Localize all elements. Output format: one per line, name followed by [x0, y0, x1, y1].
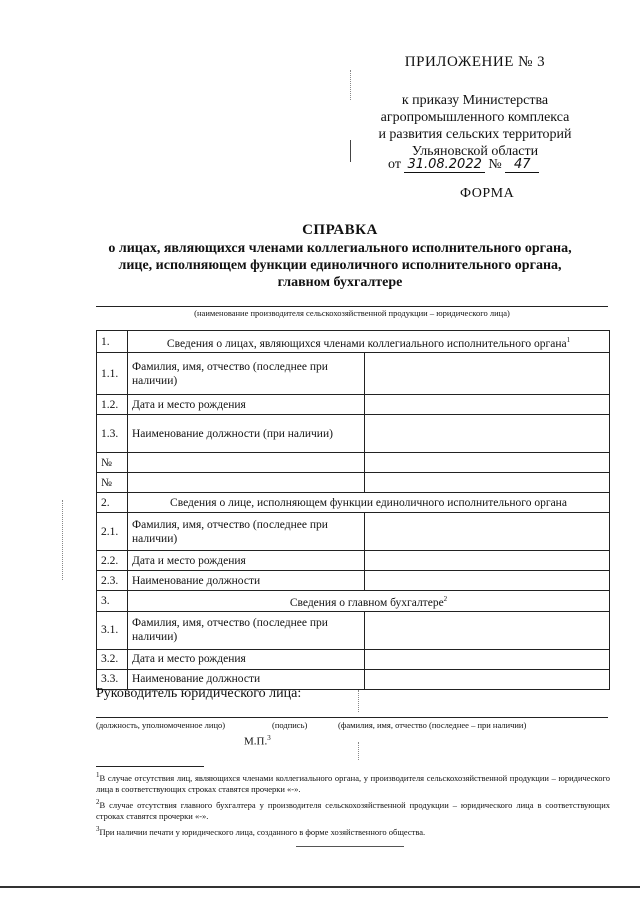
footnote-mark: 1: [566, 335, 571, 344]
row-number: 1.1.: [97, 353, 128, 395]
row-number: 3.2.: [97, 649, 128, 669]
value-cell[interactable]: [365, 473, 610, 493]
value-cell[interactable]: [365, 415, 610, 453]
number-prefix: №: [488, 157, 502, 172]
position-caption: (должность, уполномоченное лицо): [96, 720, 226, 730]
row-label: Дата и место рождения: [128, 649, 365, 669]
row-number: 1.2.: [97, 395, 128, 415]
table-row: [97, 611, 610, 649]
document-title: СПРАВКА: [302, 222, 378, 238]
table-section-row: [97, 591, 610, 612]
signature-heading: Руководитель юридического лица:: [96, 686, 302, 701]
footnote: $^3$При наличии печати у юридического лица, созданного в форме хозяйственного общества.: [96, 825, 426, 837]
row-number: 1.3.: [97, 415, 128, 453]
info-table: [96, 330, 610, 690]
order-line: Ульяновской области: [411, 144, 539, 159]
order-line: агропромышленного комплекса: [380, 110, 570, 125]
table-row: [97, 453, 610, 473]
section-title: Сведения о главном бухгалтере$^2$: [128, 591, 610, 612]
row-number: 2.: [97, 493, 128, 513]
table-row: [97, 571, 610, 591]
footnote-mark: 3: [267, 734, 271, 742]
table-row: [97, 473, 610, 493]
table-row: [97, 353, 610, 395]
footnote-mark: 2: [443, 595, 448, 603]
row-label: Наименование должности (при наличии): [128, 415, 365, 453]
table-row: [97, 415, 610, 453]
row-number: №: [97, 453, 128, 473]
value-cell[interactable]: [365, 649, 610, 669]
row-label: Дата и место рождения: [128, 551, 365, 571]
order-line: к приказу Министерства: [401, 93, 549, 108]
row-number: 3.: [97, 591, 128, 612]
order-date-line: [388, 157, 539, 173]
value-cell[interactable]: [365, 669, 610, 689]
order-reference: [340, 92, 610, 160]
scan-mark: [62, 500, 64, 580]
order-line: и развития сельских территорий: [378, 127, 572, 142]
table-row: [97, 395, 610, 415]
value-cell[interactable]: [365, 353, 610, 395]
table-section-row: [97, 493, 610, 513]
form-label: ФОРМА: [460, 186, 515, 201]
date-prefix: от: [388, 157, 401, 172]
organization-name-field[interactable]: [96, 306, 608, 307]
section-title: Сведения о лице, исполняющем функции единоличного исполнительного органа: [128, 493, 610, 513]
row-number: 2.2.: [97, 551, 128, 571]
row-number: 3.3.: [97, 669, 128, 689]
value-cell[interactable]: [365, 513, 610, 551]
page-bottom-edge: [0, 886, 640, 888]
value-cell[interactable]: [365, 611, 610, 649]
footnote: $^1$В случае отсутствия лиц, являющихся членами коллегиального органа, у производителя сельскохозяйственной продукции – юридического лица в соответствующих строках ставятся прочерки «-».: [96, 771, 610, 794]
scan-mark: [358, 742, 360, 760]
table-row: [97, 513, 610, 551]
row-label: Фамилия, имя, отчество (последнее при наличии): [128, 611, 365, 649]
footnote: $^2$В случае отсутствия главного бухгалтера у производителя сельскохозяйственной продукции – юридического лица в соответствующих строках ставятся прочерки «-».: [96, 798, 610, 821]
row-number: №: [97, 473, 128, 493]
row-label: Фамилия, имя, отчество (последнее при наличии): [128, 353, 365, 395]
row-number: 2.1.: [97, 513, 128, 551]
value-cell[interactable]: [365, 453, 610, 473]
signature-field[interactable]: [96, 717, 608, 718]
section-title: Сведения о лицах, являющихся членами коллегиального исполнительного органа$^1$: [128, 331, 610, 353]
row-label: Наименование должности: [128, 669, 365, 689]
document-subtitle: [80, 240, 600, 291]
signature-caption: (подпись): [272, 720, 308, 730]
appendix-title: ПРИЛОЖЕНИЕ № 3: [404, 54, 546, 70]
stamp-place: М.П.$^3$: [244, 734, 271, 748]
subtitle-line: о лицах, являющихся членами коллегиального исполнительного органа,: [108, 241, 572, 256]
table-row: [97, 551, 610, 571]
value-cell[interactable]: [365, 395, 610, 415]
value-cell[interactable]: [365, 551, 610, 571]
footnote-divider: [96, 766, 204, 767]
subtitle-line: лице, исполняющем функции единоличного исполнительного органа,: [118, 258, 562, 273]
handwritten-date: 31.08.2022: [404, 157, 484, 173]
value-cell[interactable]: [365, 571, 610, 591]
row-label: Наименование должности: [128, 571, 365, 591]
scan-mark: [358, 690, 360, 712]
row-label: [128, 473, 365, 493]
name-caption: (фамилия, имя, отчество (последнее – при наличии): [338, 720, 527, 730]
row-label: Фамилия, имя, отчество (последнее при наличии): [128, 513, 365, 551]
row-number: 3.1.: [97, 611, 128, 649]
table-section-row: [97, 331, 610, 353]
table-row: [97, 649, 610, 669]
row-label: [128, 453, 365, 473]
end-divider: [296, 846, 404, 847]
organization-caption: (наименование производителя сельскохозяйственной продукции – юридического лица): [194, 308, 510, 318]
row-number: 1.: [97, 331, 128, 353]
row-number: 2.3.: [97, 571, 128, 591]
subtitle-line: главном бухгалтере: [277, 275, 403, 290]
handwritten-number: 47: [505, 157, 539, 173]
row-label: Дата и место рождения: [128, 395, 365, 415]
